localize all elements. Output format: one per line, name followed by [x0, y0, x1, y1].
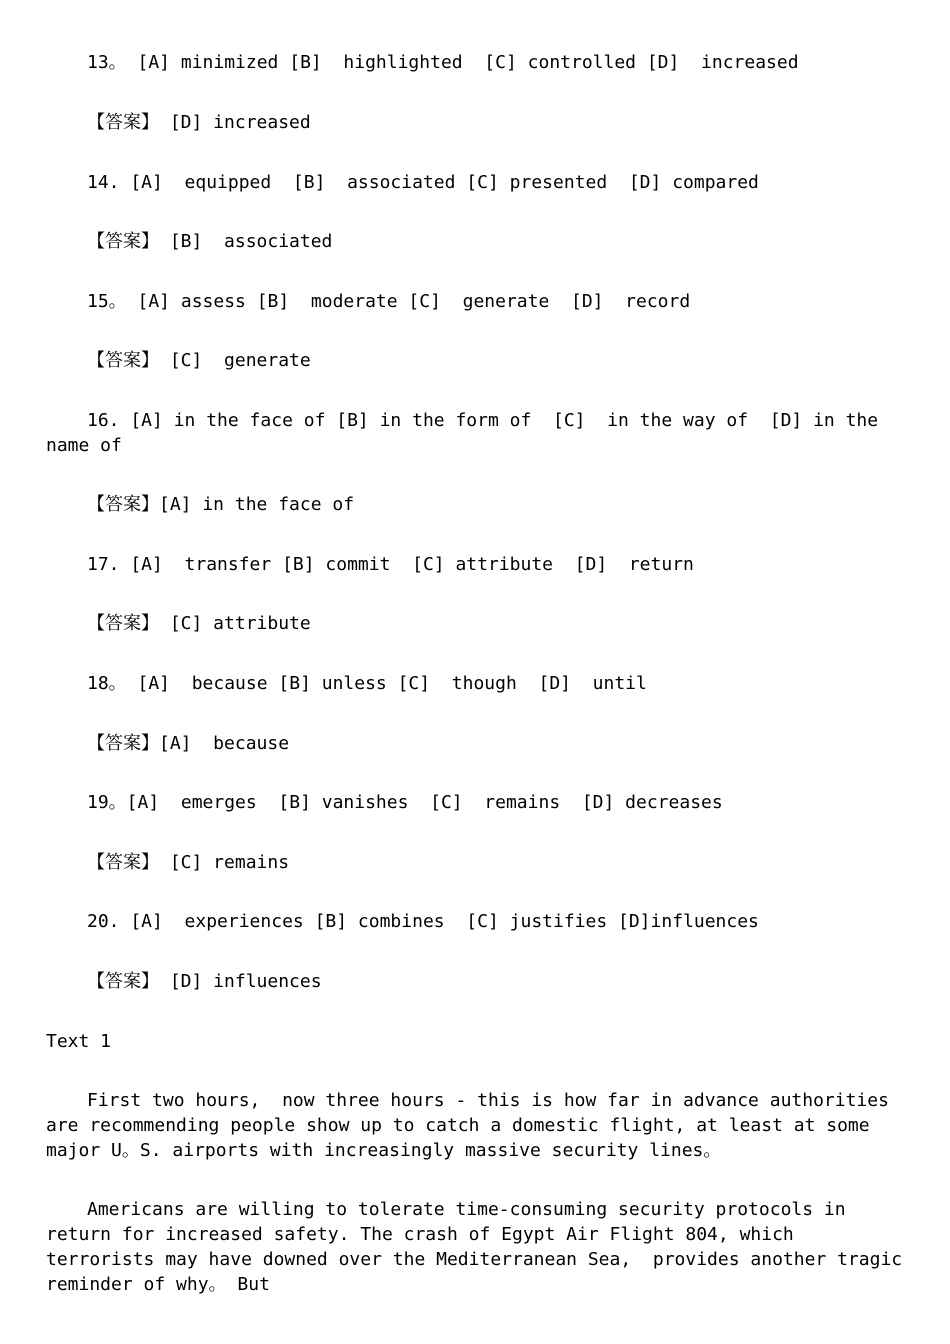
paragraph-1: First two hours, now three hours - this is how far in advance authorities are recommending people show up to catch a domestic flight, at least at some major U。S. airports with increasingly massive security lines。 — [46, 1090, 900, 1161]
question-18: 18。 [A] because [B] unless [C] though [D] until — [87, 673, 647, 694]
question-16: 16. [A] in the face of [B] in the form of [C] in the way of [D] in the name of — [46, 410, 889, 456]
answer-13: 【答案】 [D] increased — [87, 112, 311, 133]
answer-14: 【答案】 [B] associated — [87, 231, 333, 252]
paragraph-2: Americans are willing to tolerate time-consuming security protocols in return for increased safety. The crash of Egypt Air Flight 804, which terrorists may have downed over the Mediterranean Sea, provides another tragic reminder of why。 But — [46, 1199, 913, 1295]
question-17: 17. [A] transfer [B] commit [C] attribute [D] return — [87, 554, 694, 575]
answer-15: 【答案】 [C] generate — [87, 350, 311, 371]
answer-20: 【答案】 [D] influences — [87, 971, 322, 992]
question-13: 13。 [A] minimized [B] highlighted [C] controlled [D] increased — [87, 52, 799, 73]
answer-18: 【答案】[A] because — [87, 733, 290, 754]
question-15: 15。 [A] assess [B] moderate [C] generate [D] record — [87, 291, 691, 312]
answer-16: 【答案】[A] in the face of — [87, 494, 355, 515]
question-19: 19。[A] emerges [B] vanishes [C] remains [D] decreases — [87, 792, 723, 813]
answer-17: 【答案】 [C] attribute — [87, 613, 311, 634]
section-title: Text 1 — [46, 1031, 112, 1052]
answer-19: 【答案】 [C] remains — [87, 852, 290, 873]
question-20: 20. [A] experiences [B] combines [C] justifies [D]influences — [87, 911, 759, 932]
question-14: 14. [A] equipped [B] associated [C] presented [D] compared — [87, 172, 759, 193]
